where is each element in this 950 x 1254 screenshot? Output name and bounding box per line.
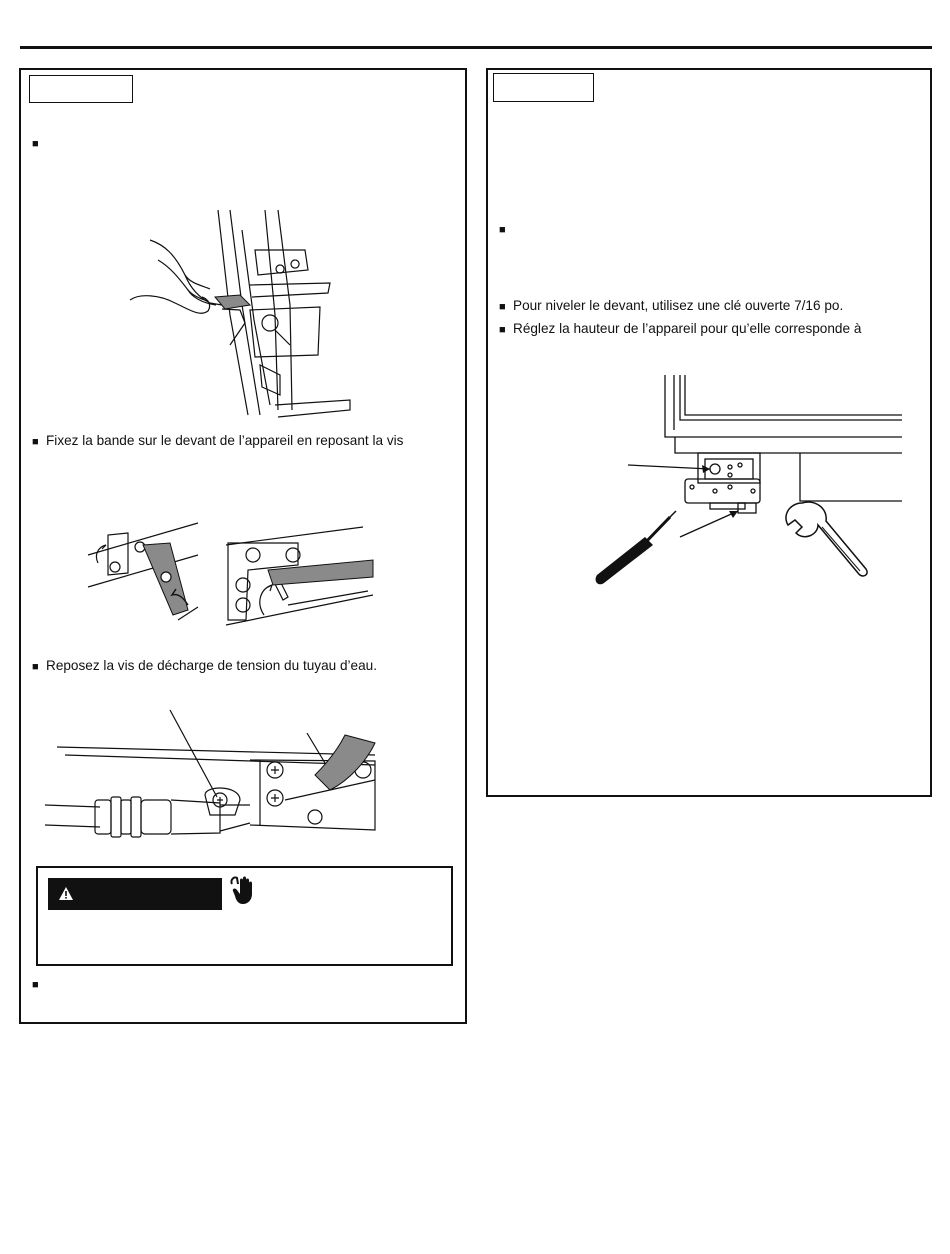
warning-box	[36, 866, 453, 966]
water-line-strain-relief-illustration	[45, 705, 385, 845]
warning-banner	[48, 878, 222, 910]
strip-attachment-illustration	[88, 515, 378, 630]
square-bullet-icon: ■	[499, 324, 506, 336]
level-front-instruction: Pour niveler le devant, utilisez une clé ouverte 7/16 po.	[513, 298, 844, 313]
right-step-label-box	[493, 73, 594, 102]
square-bullet-icon: ■	[32, 138, 39, 150]
strain-relief-instruction: Reposez la vis de décharge de tension du tuyau d’eau.	[46, 658, 378, 673]
screwdriver-icon	[596, 511, 676, 584]
square-bullet-icon: ■	[499, 301, 506, 313]
leveling-adjustment-illustration	[590, 375, 905, 590]
top-rule	[20, 46, 932, 49]
square-bullet-icon: ■	[32, 661, 39, 673]
hand-hazard-icon	[228, 874, 258, 906]
square-bullet-icon: ■	[499, 224, 506, 236]
left-step-label-box	[29, 75, 133, 103]
square-bullet-icon: ■	[32, 436, 39, 448]
wrench-icon	[786, 502, 867, 576]
strip-removal-illustration	[130, 205, 360, 425]
square-bullet-icon: ■	[32, 979, 39, 991]
height-adjust-instruction: Réglez la hauteur de l’appareil pour qu’elle corresponde à	[513, 321, 862, 336]
warning-triangle-icon	[58, 886, 74, 901]
strip-fix-instruction: Fixez la bande sur le devant de l’appareil en reposant la vis	[46, 433, 404, 448]
